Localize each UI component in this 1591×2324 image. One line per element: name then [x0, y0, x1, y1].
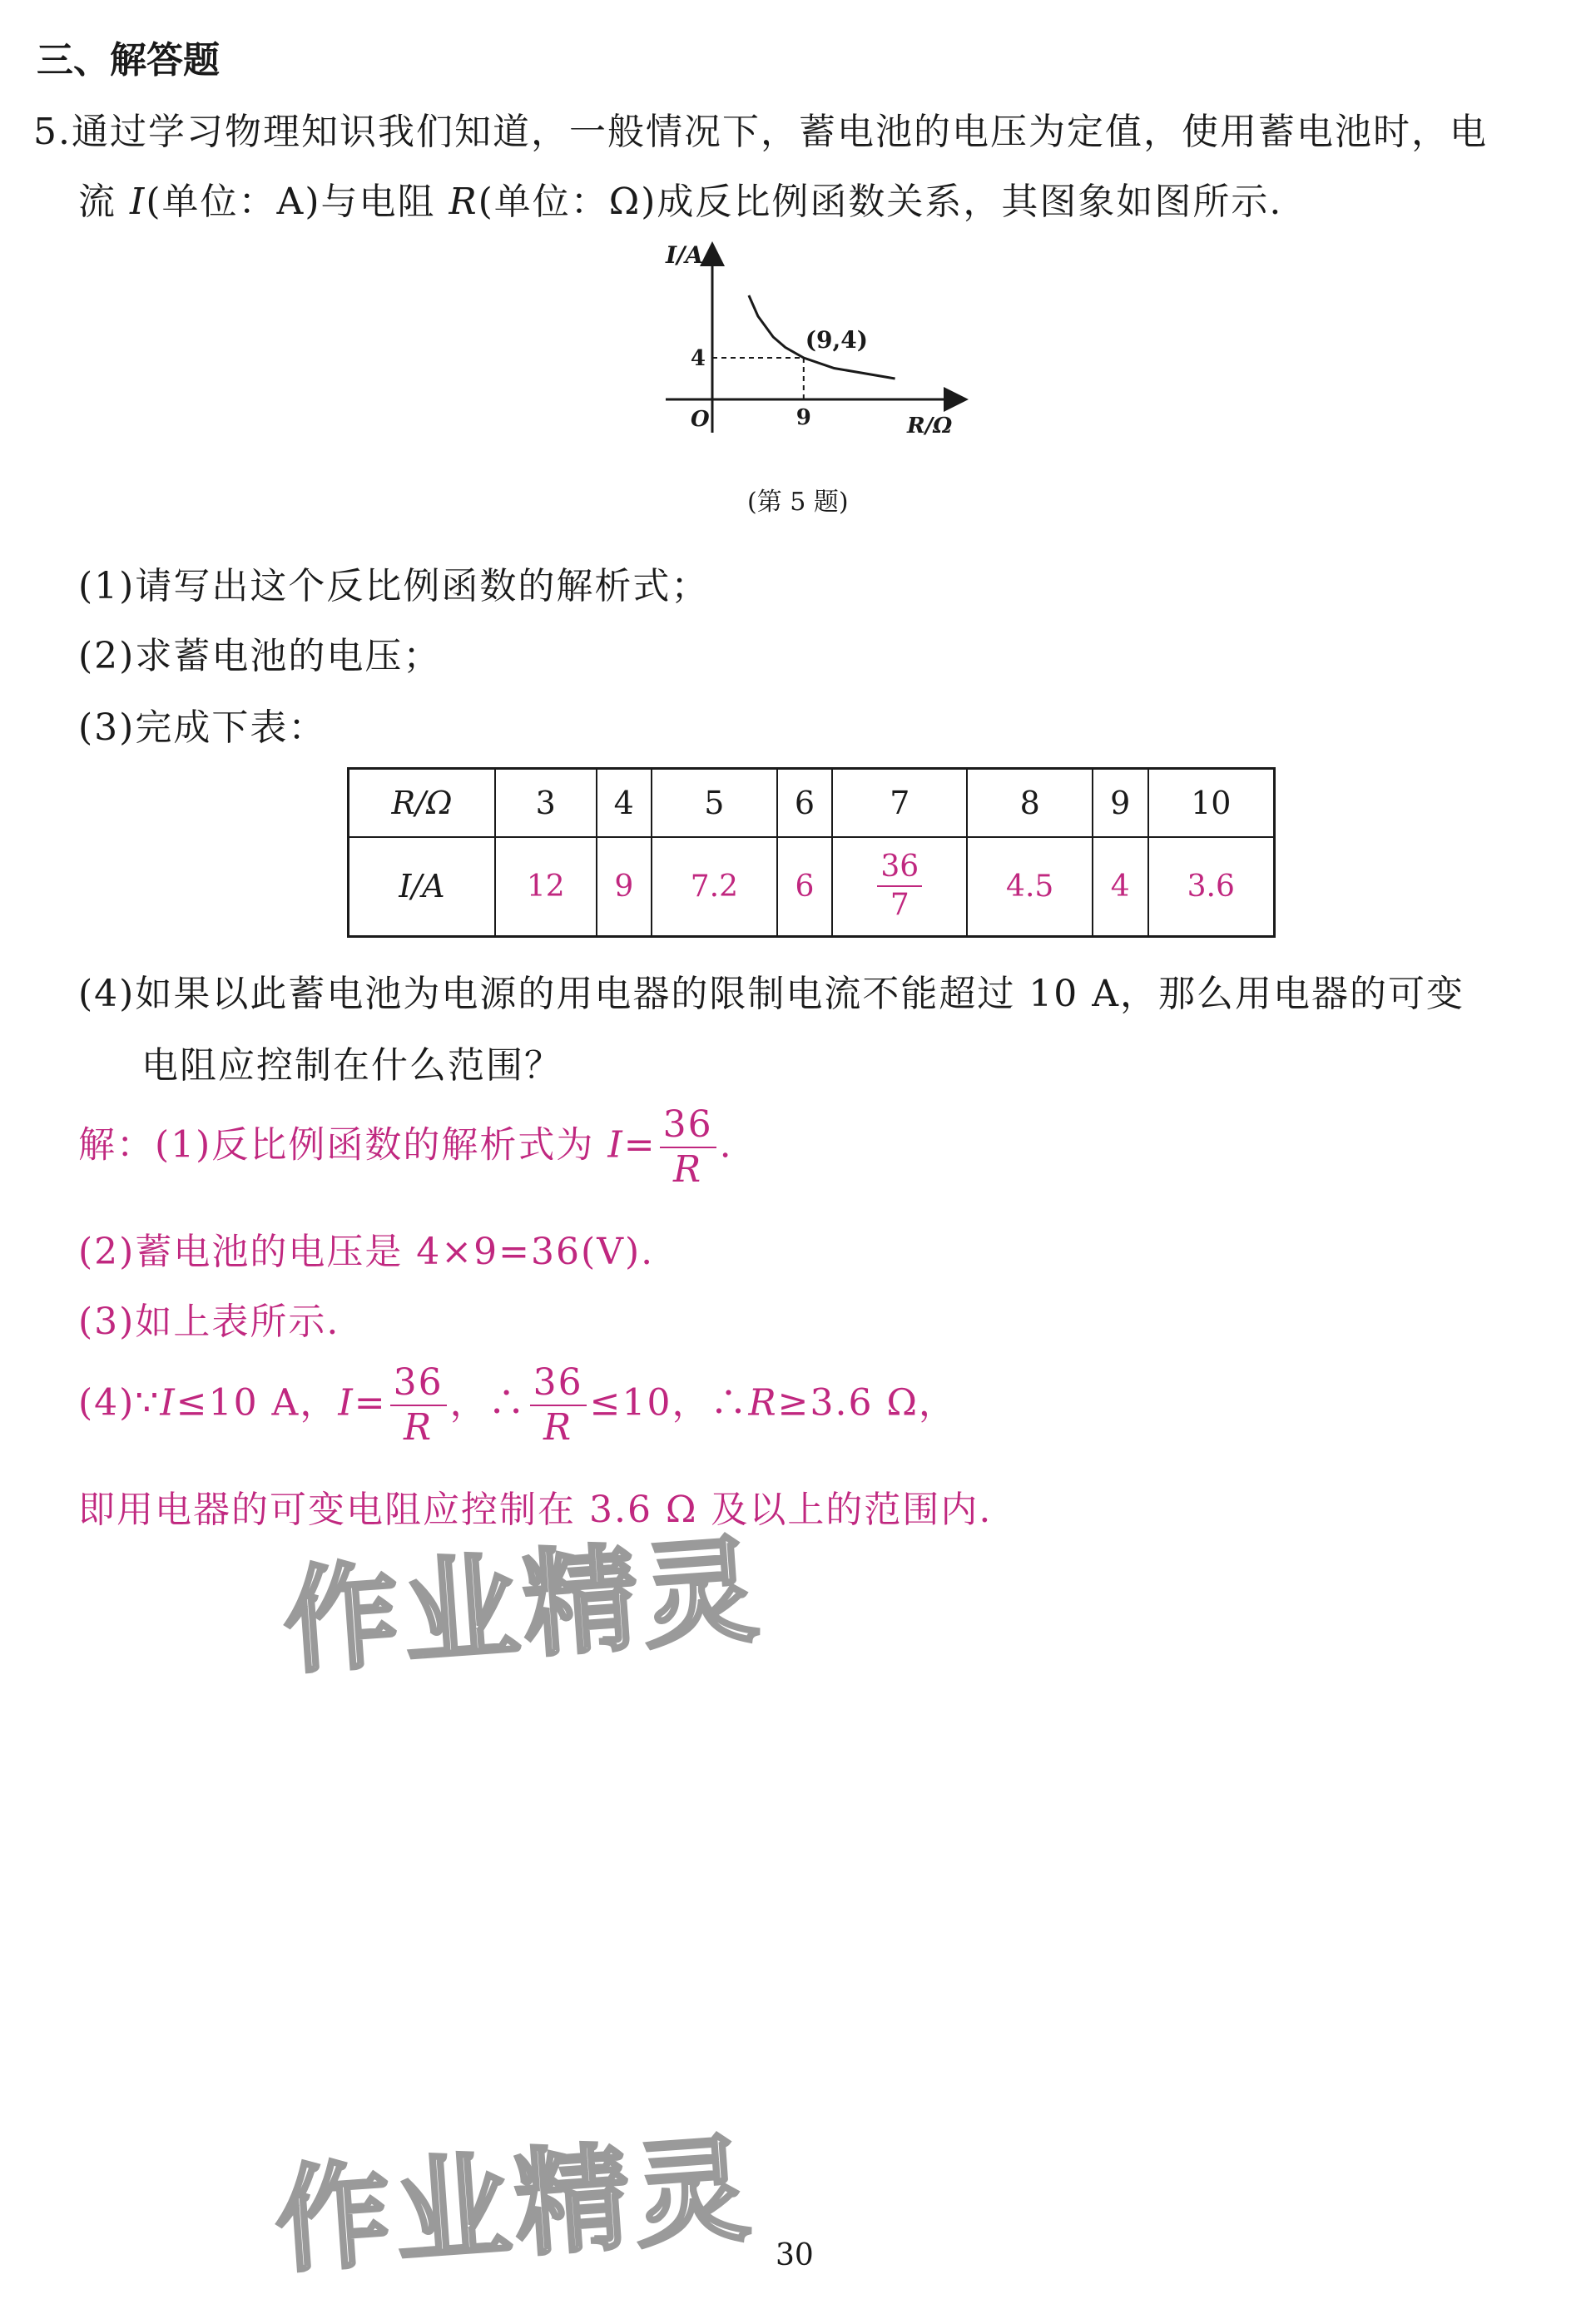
- table-cell-i: 12: [495, 837, 597, 937]
- y-tick-label: 4: [690, 346, 706, 371]
- answer-3: (3)如上表所示.: [78, 1301, 340, 1343]
- section-title: 三、解答题: [37, 39, 220, 82]
- symbol-R: R: [748, 1381, 778, 1425]
- y-axis-label: I/A: [666, 241, 704, 269]
- problem-text-2c: (单位：Ω)成反比例函数关系，其图象如图所示.: [478, 181, 1283, 223]
- table-cell-i: 9: [597, 837, 652, 937]
- fraction-numerator: 36: [530, 1365, 587, 1406]
- symbol-I: I: [338, 1381, 354, 1425]
- equals-sign: =: [623, 1123, 657, 1167]
- question-1: (1)请写出这个反比例函数的解析式；: [78, 565, 710, 607]
- symbol-I: I: [607, 1123, 624, 1167]
- table-row-resistance: [349, 769, 1275, 837]
- question-2: (2)求蓄电池的电压；: [78, 635, 442, 677]
- table-cell-i: 7.2: [652, 837, 777, 937]
- x-tick-label: 9: [796, 405, 811, 430]
- fraction-denominator: R: [673, 1148, 703, 1191]
- period: .: [719, 1123, 733, 1167]
- table-cell-r: 6: [777, 769, 833, 837]
- table-cell-i: 6: [777, 837, 833, 937]
- table-row-current: [349, 837, 1275, 937]
- table-cell-i-fraction: [832, 837, 967, 937]
- answer-1: [78, 1103, 733, 1191]
- answer-4-text: ≤10，∴: [589, 1381, 749, 1425]
- answer-4-text: ≥3.6 Ω，: [777, 1381, 957, 1425]
- answer-4-text: (4)∵: [78, 1381, 161, 1425]
- problem-text-2a: 流: [78, 181, 130, 223]
- answer-5: 即用电器的可变电阻应控制在 3.6 Ω 及以上的范围内.: [78, 1489, 993, 1531]
- table-cell-r: 10: [1148, 769, 1275, 837]
- fraction-denominator: 7: [890, 888, 909, 923]
- answer-4-text: ≤10 A，: [176, 1381, 339, 1425]
- answer-4-text: ，∴: [449, 1381, 527, 1425]
- point-annotation: (9,4): [805, 326, 869, 354]
- problem-number: 5.: [33, 111, 72, 153]
- fraction-numerator: 36: [660, 1107, 716, 1148]
- fraction-36-over-7: [877, 850, 922, 923]
- page-number: 30: [776, 2238, 814, 2272]
- watermark-logo: 作业精灵: [279, 1523, 767, 1690]
- figure-caption: (第 5 题): [747, 488, 849, 517]
- fraction-numerator: 36: [390, 1365, 447, 1406]
- problem-text-2b: (单位：A)与电阻: [146, 181, 449, 223]
- fraction-36-over-R: [530, 1361, 587, 1449]
- table-cell-r: 4: [597, 769, 652, 837]
- equals-sign: =: [354, 1381, 387, 1425]
- table-cell-r: 8: [967, 769, 1093, 837]
- table-cell-r: 5: [652, 769, 777, 837]
- question-4-line-1: (4)如果以此蓄电池为电源的用电器的限制电流不能超过 10 A，那么用电器的可变: [78, 973, 1465, 1015]
- inverse-proportion-graph: [657, 233, 974, 458]
- symbol-I: I: [160, 1381, 176, 1425]
- answer-2: (2)蓄电池的电压是 4×9=36(V).: [78, 1231, 655, 1273]
- x-axis-label: R/Ω: [907, 414, 953, 439]
- fraction-36-over-R: [390, 1361, 447, 1449]
- watermark-logo: 作业精灵: [270, 2122, 759, 2289]
- resistance-current-table: [347, 767, 1276, 938]
- table-cell-i: 3.6: [1148, 837, 1275, 937]
- table-cell-i: 4: [1093, 837, 1148, 937]
- symbol-R: R: [449, 181, 478, 223]
- problem-line-2: [78, 171, 1282, 225]
- table-header-r: R/Ω: [349, 769, 496, 837]
- question-4-line-2: 电阻应控制在什么范围？: [141, 1044, 563, 1087]
- fraction-numerator: 36: [877, 852, 922, 887]
- fraction-denominator: R: [404, 1406, 434, 1449]
- origin-label: O: [691, 407, 710, 432]
- fraction-denominator: R: [543, 1406, 573, 1449]
- symbol-I: I: [130, 181, 146, 223]
- table-cell-r: 7: [832, 769, 967, 837]
- problem-text-1: 通过学习物理知识我们知道，一般情况下，蓄电池的电压为定值，使用蓄电池时，电: [71, 111, 1488, 153]
- problem-line-1: [33, 102, 1488, 155]
- table-cell-i: 4.5: [967, 837, 1093, 937]
- question-3: (3)完成下表：: [78, 706, 327, 749]
- table-cell-r: 9: [1093, 769, 1148, 837]
- table-cell-r: 3: [495, 769, 597, 837]
- answer-4: [78, 1361, 957, 1449]
- answer-1-text: 解：(1)反比例函数的解析式为: [78, 1123, 608, 1167]
- fraction-36-over-R: [660, 1103, 716, 1191]
- table-header-i: I/A: [349, 837, 496, 937]
